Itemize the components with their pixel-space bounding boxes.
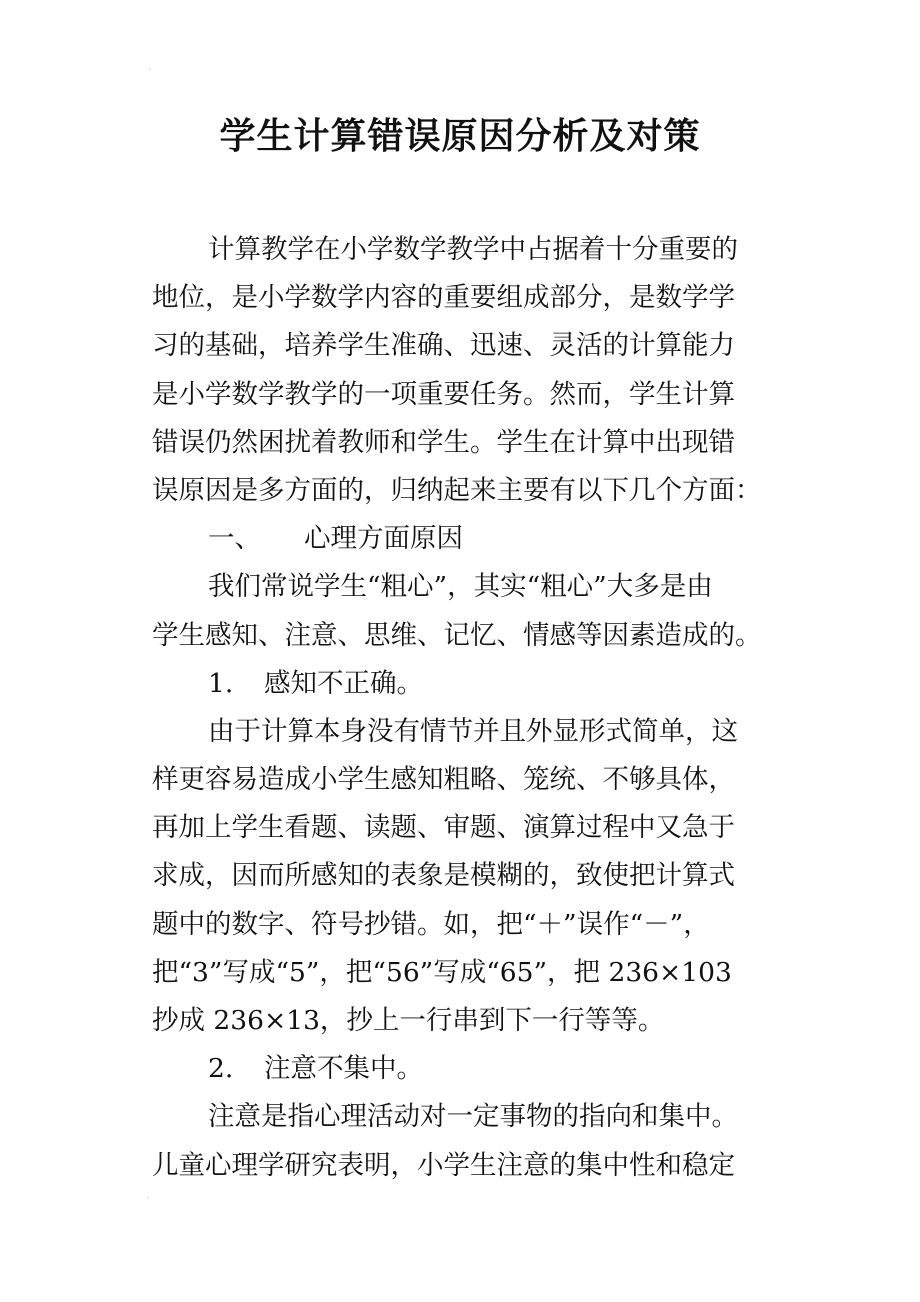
numbered-item-heading	[152, 660, 772, 708]
paragraph-line: 是小学数学教学的一项重要任务。然而，学生计算	[152, 378, 735, 410]
section-heading-text: 心理方面原因	[304, 523, 463, 555]
item-heading-text: 感知不正确。	[264, 667, 423, 699]
paragraph-line: 抄成 236×13，抄上一行串到下一行等等。	[152, 1005, 665, 1036]
section-heading	[152, 515, 772, 563]
document-title: 学生计算错误原因分析及对策	[219, 116, 701, 157]
paragraph-line: 误原因是多方面的，归纳起来主要有以下几个方面：	[152, 474, 762, 506]
item-heading-text: 注意不集中。	[264, 1053, 423, 1085]
paragraph-line: 计算教学在小学数学教学中占据着十分重要的	[208, 234, 738, 265]
document-body	[152, 226, 772, 1190]
paragraph-line: 再加上学生看题、读题、审题、演算过程中又急于	[152, 812, 735, 844]
paragraph-line: 注意是指心理活动对一定事物的指向和集中。	[208, 1101, 738, 1133]
paragraph-line: 学生感知、注意、思维、记忆、情感等因素造成的。	[152, 619, 762, 651]
section-number: 一、	[208, 523, 261, 555]
paragraph-line: 把“3”写成“5”，把“56”写成“65”，把 236×103	[152, 956, 732, 988]
paragraph-line: 题中的数字、符号抄错。如，把“＋”误作“－”，	[152, 908, 710, 940]
item-number: 1.	[208, 667, 234, 699]
paragraph-line: 儿童心理学研究表明，小学生注意的集中性和稳定	[152, 1149, 735, 1181]
paragraph-line: 求成，因而所感知的表象是模糊的，致使把计算式	[152, 860, 735, 892]
paragraph-line: 地位，是小学数学内容的重要组成部分，是数学学	[152, 282, 735, 314]
item-number: 2.	[208, 1053, 234, 1085]
corner-mark-bottom: ·	[146, 1193, 150, 1204]
paragraph-line: 由于计算本身没有情节并且外显形式简单，这	[208, 715, 738, 747]
paragraph-line: 样更容易造成小学生感知粗略、笼统、不够具体，	[152, 764, 735, 796]
numbered-item-heading	[152, 1045, 772, 1093]
corner-mark-top: ·	[148, 65, 152, 76]
paragraph-line: 我们常说学生“粗心”，其实“粗心”大多是由	[208, 571, 713, 603]
paragraph-line: 习的基础，培养学生准确、迅速、灵活的计算能力	[152, 330, 735, 362]
paragraph-line: 错误仍然困扰着教师和学生。学生在计算中出现错	[152, 426, 735, 458]
